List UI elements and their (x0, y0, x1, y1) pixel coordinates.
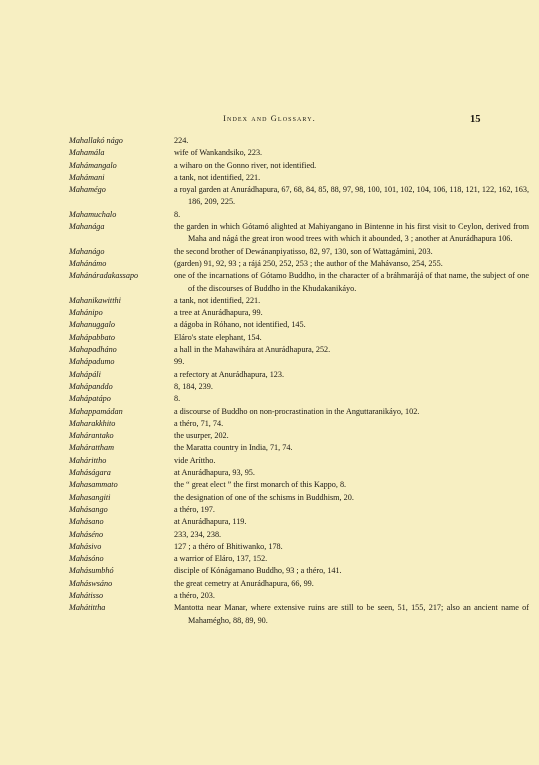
entry-term: Mahápáli (69, 369, 101, 379)
glossary-entry (0, 184, 539, 209)
entry-term: Mahappamádan (69, 406, 123, 416)
entry-definition: a tank, not identified, 221. (174, 172, 261, 182)
entry-term: Mahasammato (69, 480, 118, 490)
entry-definition: (garden) 91, 92, 93 ; a rájá 250, 252, 253 ; the author of the Mahávanso, 254, 255. (174, 258, 443, 268)
entry-definition: a warrior of Eláro, 137, 152. (174, 554, 268, 564)
entry-term: Mahápabbato (69, 332, 115, 342)
entry-term: Mahapadháno (69, 345, 117, 355)
entry-term: Mahanikawitthi (69, 295, 121, 305)
entry-definition: a théro, 203. (174, 590, 215, 600)
entry-term: Mahamégo (69, 185, 106, 195)
entry-definition: 8. (174, 394, 181, 404)
glossary-entry (0, 356, 539, 368)
entry-definition: a dágoba in Róhano, not identified, 145. (174, 320, 306, 330)
entry-term: Mahanága (69, 222, 105, 232)
entry-term: Mahápatápo (69, 394, 111, 404)
entry-definition: the garden in which Gótamó alighted at Mahiyangano in Bintenne in his first visit to Ceylon, derived from Maha and nágá the great iron wood trees with which it abounded, 3 ; another at Anurádhapura 106. (174, 222, 529, 244)
glossary-entry (0, 246, 539, 258)
glossary-entry (0, 516, 539, 528)
entry-term: Mahásango (69, 504, 108, 514)
entry-term: Mahárittho (69, 455, 107, 465)
entry-term: Mahápanddo (69, 381, 113, 391)
entry-term: Mahánámo (69, 258, 107, 268)
entry-term: Mahápadumo (69, 357, 115, 367)
glossary-entry (0, 430, 539, 442)
entry-definition: the great cemetry at Anurádhapura, 66, 99. (174, 578, 314, 588)
glossary-entry (0, 270, 539, 295)
entry-term: Mahásano (69, 517, 104, 527)
glossary-entry (0, 504, 539, 516)
entry-definition: wife of Wankandsiko, 223. (174, 148, 263, 158)
entry-term: Mahasangiti (69, 492, 111, 502)
running-head: Index and Glossary. (223, 114, 316, 123)
entry-definition: the Maratta country in India, 71, 74. (174, 443, 293, 453)
entry-term: Mahátittha (69, 603, 106, 613)
entry-definition: 127 ; a théro of Bhitiwanko, 178. (174, 541, 283, 551)
entry-term: Mahárantako (69, 431, 114, 441)
entry-term: Mahásóno (69, 554, 104, 564)
glossary-entry (0, 479, 539, 491)
entry-term: Mahanuggalo (69, 320, 115, 330)
glossary-entries (0, 135, 539, 627)
entry-definition: a royal garden at Anurádhapura, 67, 68, 84, 85, 88, 97, 98, 100, 101, 102, 104, 106, 118, 121, 122, 162, 163, 186, 209, 225. (174, 185, 529, 207)
entry-term: Mahamuchalo (69, 209, 117, 219)
glossary-entry (0, 529, 539, 541)
glossary-entry (0, 319, 539, 331)
glossary-entry (0, 135, 539, 147)
glossary-entry (0, 455, 539, 467)
glossary-entry (0, 602, 539, 627)
entry-definition: the designation of one of the schisms in Buddhism, 20. (174, 492, 354, 502)
entry-definition: a refectory at Anurádhapura, 123. (174, 369, 285, 379)
glossary-entry (0, 442, 539, 454)
entry-term: Mahámangalo (69, 160, 117, 170)
entry-definition: one of the incarnations of Gótamo Buddho, in the character of a bráhmarájá of that name, the subject of one of the discourses of Buddho in the Khudakanikáyo. (174, 271, 529, 293)
entry-term: Mahásumbhó (69, 566, 114, 576)
glossary-entry (0, 578, 539, 590)
entry-definition: Mantotta near Manar, where extensive ruins are still to be seen, 51, 155, 217; also an ancient name of Mahamégho, 88, 89, 90. (174, 603, 529, 625)
entry-definition: 224. (174, 136, 189, 145)
glossary-entry (0, 369, 539, 381)
glossary-entry (0, 147, 539, 159)
page-number: 15 (470, 114, 481, 125)
entry-term: Mahamála (69, 148, 105, 158)
entry-term: Mahárattham (69, 443, 115, 453)
glossary-entry (0, 172, 539, 184)
glossary-entry (0, 332, 539, 344)
glossary-entry (0, 381, 539, 393)
glossary-entry (0, 258, 539, 270)
glossary-entry (0, 541, 539, 553)
glossary-entry (0, 160, 539, 172)
entry-definition: 8, 184, 239. (174, 381, 213, 391)
glossary-entry (0, 590, 539, 602)
entry-definition: a discourse of Buddho on non-procrastination in the Anguttaranikáyo, 102. (174, 406, 420, 416)
entry-definition: a wiharo on the Gonno river, not identified. (174, 160, 317, 170)
entry-term: Mahámani (69, 172, 105, 182)
entry-definition: 99. (174, 357, 185, 367)
entry-term: Mahanágo (69, 246, 105, 256)
entry-definition: the usurper, 202. (174, 431, 229, 441)
glossary-entry (0, 492, 539, 504)
entry-term: Maháságara (69, 468, 111, 478)
entry-definition: a tank, not identified, 221. (174, 295, 261, 305)
entry-definition: a hall in the Mahawihára at Anurádhapura, 252. (174, 345, 331, 355)
entry-definition: the “ great elect ” the first monarch of this Kappo, 8. (174, 480, 347, 490)
glossary-entry (0, 221, 539, 246)
entry-definition: a tree at Anurádhapura, 99. (174, 308, 263, 318)
entry-term: Mahásivo (69, 541, 102, 551)
entry-definition: disciple of Kónágamano Buddho, 93 ; a théro, 141. (174, 566, 342, 576)
glossary-entry (0, 393, 539, 405)
entry-term: Mahátisso (69, 590, 104, 600)
entry-definition: a théro, 71, 74. (174, 418, 224, 428)
entry-term: Maháséno (69, 529, 104, 539)
glossary-entry (0, 553, 539, 565)
entry-definition: at Anurádhapura, 119. (174, 517, 247, 527)
entry-term: Mahánipo (69, 308, 103, 318)
entry-term: Maháswsáno (69, 578, 113, 588)
entry-definition: at Anurádhapura, 93, 95. (174, 468, 255, 478)
entry-definition: Eláro's state elephant, 154. (174, 332, 262, 342)
entry-term: Maharakkhito (69, 418, 116, 428)
glossary-entry (0, 295, 539, 307)
glossary-entry (0, 209, 539, 221)
glossary-entry (0, 418, 539, 430)
entry-term: Mahánáradakassapo (69, 271, 139, 281)
glossary-entry (0, 307, 539, 319)
entry-definition: vide Aríttho. (174, 455, 216, 465)
glossary-entry (0, 406, 539, 418)
entry-definition: 233, 234, 238. (174, 529, 222, 539)
glossary-entry (0, 467, 539, 479)
glossary-entry (0, 344, 539, 356)
entry-definition: a théro, 197. (174, 504, 215, 514)
entry-term: Mahallakó nágo (69, 136, 123, 145)
entry-definition: 8. (174, 209, 181, 219)
glossary-entry (0, 565, 539, 577)
entry-definition: the second brother of Dewánanpiyatisso, 82, 97, 130, son of Wattagámini, 203. (174, 246, 433, 256)
